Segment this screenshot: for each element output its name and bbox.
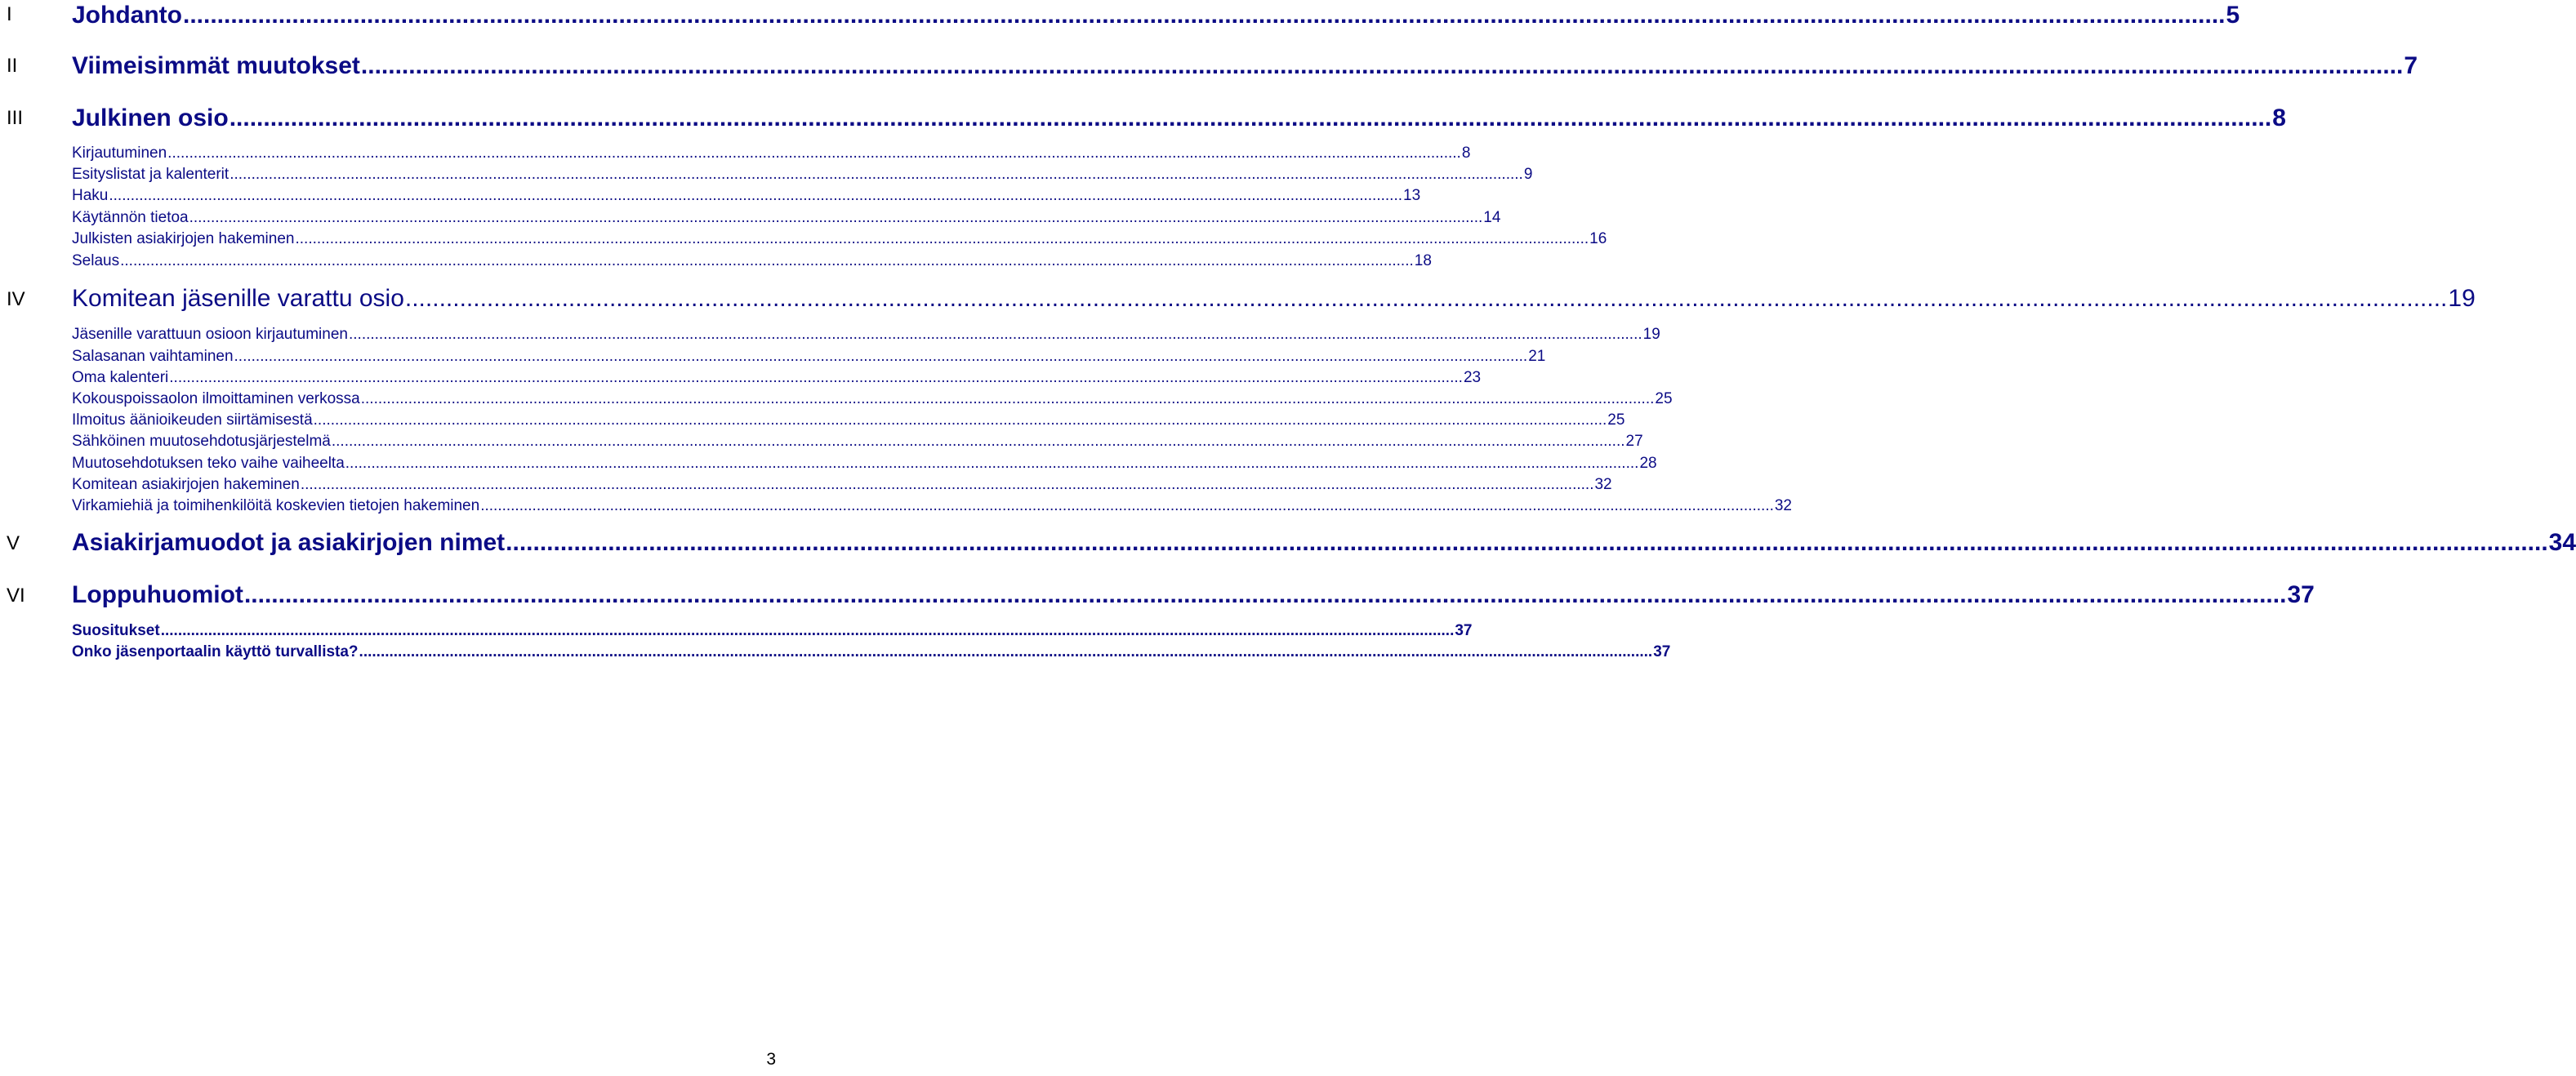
toc-subentry-page: 23 bbox=[1463, 369, 1482, 386]
toc-dot-leader: ............................................................................................................................................................................................................................................................................................................ bbox=[167, 145, 1461, 162]
toc-subentry-page: 37 bbox=[1455, 622, 1473, 639]
toc-dot-leader: ............................................................................................................................................................................................................................................................................................................ bbox=[331, 433, 1625, 450]
toc-entry-asiakirjamuodot[interactable] bbox=[72, 529, 2576, 557]
toc-dot-leader: ............................................................................................................................................................................................................................................................................................................ bbox=[160, 622, 1455, 639]
toc-dot-leader: ............................................................................................................................................................................................................................................................................................................ bbox=[109, 187, 1403, 204]
toc-subentry-esityslistat[interactable] bbox=[72, 166, 1533, 184]
toc-subentry-title: Haku bbox=[72, 187, 109, 204]
toc-section-number: VI bbox=[7, 585, 25, 607]
toc-subentry-kirjautuminen[interactable] bbox=[72, 145, 1471, 162]
toc-dot-leader: ............................................................................................................................................................................................................................................................................................................ bbox=[295, 230, 1589, 247]
toc-subentry-page: 25 bbox=[1607, 411, 1625, 429]
toc-dot-leader: ............................................................................................................................................................................................................................................................................................................ bbox=[360, 390, 1655, 407]
toc-dot-leader: ............................................................................................................................................................................................................................................................................................................ bbox=[243, 581, 2287, 608]
toc-subentry-page: 28 bbox=[1639, 455, 1657, 472]
toc-subentry-page: 32 bbox=[1774, 497, 1792, 514]
toc-subentry-aanioikeus[interactable] bbox=[72, 411, 1625, 429]
toc-subentry-title: Julkisten asiakirjojen hakeminen bbox=[72, 230, 295, 247]
toc-dot-leader: ............................................................................................................................................................................................................................................................................................................ bbox=[169, 369, 1463, 386]
toc-subentry-title: Oma kalenteri bbox=[72, 369, 169, 386]
toc-subentry-page: 27 bbox=[1625, 433, 1643, 450]
toc-subentry-haku[interactable] bbox=[72, 187, 1421, 205]
toc-entry-title: Viimeisimmät muutokset bbox=[72, 52, 360, 79]
toc-entry-loppuhuomiot[interactable] bbox=[72, 581, 2315, 609]
toc-subentry-kokouspoissaolo[interactable] bbox=[72, 390, 1673, 408]
toc-dot-leader: ............................................................................................................................................................................................................................................................................................................ bbox=[404, 285, 2448, 312]
toc-entry-title: Julkinen osio bbox=[72, 104, 229, 131]
toc-subentry-title: Muutosehdotuksen teko vaihe vaiheelta bbox=[72, 455, 345, 472]
toc-subentry-title: Ilmoitus äänioikeuden siirtämisestä bbox=[72, 411, 313, 429]
toc-section-number: III bbox=[7, 107, 24, 129]
toc-subentry-page: 9 bbox=[1523, 166, 1533, 183]
toc-subentry-page: 8 bbox=[1461, 145, 1471, 162]
toc-entry-title: Johdanto bbox=[72, 2, 182, 29]
toc-subentry-title: Suositukset bbox=[72, 622, 160, 639]
toc-dot-leader: ............................................................................................................................................................................................................................................................................................................ bbox=[480, 497, 1774, 514]
toc-subentry-page: 14 bbox=[1483, 209, 1501, 226]
toc-dot-leader: ............................................................................................................................................................................................................................................................................................................ bbox=[183, 2, 2226, 29]
toc-subentry-title: Selaus bbox=[72, 252, 120, 269]
toc-subentry-title: Esityslistat ja kalenterit bbox=[72, 166, 230, 183]
toc-subentry-title: Onko jäsenportaalin käyttö turvallista? bbox=[72, 643, 359, 660]
toc-entry-page: 37 bbox=[2287, 581, 2315, 608]
toc-section-number: II bbox=[7, 55, 18, 77]
toc-subentry-jasenille-kirjautuminen[interactable] bbox=[72, 326, 1660, 344]
toc-dot-leader: ............................................................................................................................................................................................................................................................................................................ bbox=[234, 348, 1528, 365]
toc-entry-page: 7 bbox=[2404, 52, 2418, 79]
toc-subentry-virkamiehia[interactable] bbox=[72, 497, 1792, 515]
toc-subentry-page: 25 bbox=[1655, 390, 1673, 407]
toc-subentry-page: 16 bbox=[1589, 230, 1607, 247]
toc-dot-leader: ............................................................................................................................................................................................................................................................................................................ bbox=[229, 104, 2272, 131]
toc-subentry-muutosehdotuksen-teko[interactable] bbox=[72, 455, 1657, 473]
toc-subentry-title: Kokouspoissaolon ilmoittaminen verkossa bbox=[72, 390, 360, 407]
toc-dot-leader: ............................................................................................................................................................................................................................................................................................................ bbox=[506, 529, 2548, 556]
toc-subentry-suositukset[interactable] bbox=[72, 622, 1473, 640]
toc-subentry-page: 18 bbox=[1414, 252, 1432, 269]
toc-dot-leader: ............................................................................................................................................................................................................................................................................................................ bbox=[348, 326, 1642, 343]
toc-subentry-kaytannon-tietoa[interactable] bbox=[72, 209, 1501, 227]
toc-subentry-title: Virkamiehiä ja toimihenkilöitä koskevien tietojen hakeminen bbox=[72, 497, 480, 514]
toc-entry-johdanto[interactable] bbox=[72, 2, 2240, 29]
toc-entry-title: Asiakirjamuodot ja asiakirjojen nimet bbox=[72, 529, 506, 556]
toc-section-number: V bbox=[7, 532, 20, 554]
toc-entry-title: Komitean jäsenille varattu osio bbox=[72, 285, 404, 312]
toc-subentry-title: Sähköinen muutosehdotusjärjestelmä bbox=[72, 433, 331, 450]
toc-subentry-title: Komitean asiakirjojen hakeminen bbox=[72, 476, 300, 493]
toc-dot-leader: ............................................................................................................................................................................................................................................................................................................ bbox=[230, 166, 1523, 183]
toc-subentry-salasanan-vaihtaminen[interactable] bbox=[72, 348, 1546, 366]
toc-subentry-komitean-asiakirjat[interactable] bbox=[72, 476, 1612, 494]
toc-subentry-julkisten-asiakirjojen[interactable] bbox=[72, 230, 1607, 248]
toc-entry-page: 8 bbox=[2272, 104, 2286, 131]
toc-subentry-muutosehdotusjarjestelma[interactable] bbox=[72, 433, 1643, 451]
toc-subentry-title: Kirjautuminen bbox=[72, 145, 167, 162]
toc-section-number: IV bbox=[7, 288, 25, 310]
toc-entry-viimeisimmat-muutokset[interactable] bbox=[72, 52, 2418, 80]
toc-subentry-page: 19 bbox=[1642, 326, 1660, 343]
toc-dot-leader: ............................................................................................................................................................................................................................................................................................................ bbox=[360, 52, 2404, 79]
toc-subentry-selaus[interactable] bbox=[72, 252, 1432, 270]
toc-entry-page: 34 bbox=[2548, 529, 2576, 556]
toc-subentry-turvallisuus[interactable] bbox=[72, 643, 1671, 661]
toc-entry-page: 5 bbox=[2226, 2, 2240, 29]
page-number: 3 bbox=[766, 1050, 776, 1069]
toc-entry-page: 19 bbox=[2448, 285, 2476, 312]
toc-section-number: I bbox=[7, 3, 12, 25]
toc-entry-komitean-jasenille[interactable] bbox=[72, 285, 2476, 313]
toc-dot-leader: ............................................................................................................................................................................................................................................................................................................ bbox=[313, 411, 1607, 429]
toc-subentry-oma-kalenteri[interactable] bbox=[72, 369, 1482, 387]
toc-subentry-page: 37 bbox=[1653, 643, 1671, 660]
toc-dot-leader: ............................................................................................................................................................................................................................................................................................................ bbox=[300, 476, 1594, 493]
toc-subentry-page: 13 bbox=[1403, 187, 1421, 204]
toc-subentry-title: Käytännön tietoa bbox=[72, 209, 189, 226]
toc-entry-julkinen-osio[interactable] bbox=[72, 104, 2286, 132]
toc-dot-leader: ............................................................................................................................................................................................................................................................................................................ bbox=[359, 643, 1653, 660]
toc-dot-leader: ............................................................................................................................................................................................................................................................................................................ bbox=[189, 209, 1483, 226]
toc-subentry-page: 21 bbox=[1528, 348, 1546, 365]
toc-entry-title: Loppuhuomiot bbox=[72, 581, 243, 608]
toc-subentry-title: Salasanan vaihtaminen bbox=[72, 348, 234, 365]
toc-subentry-page: 32 bbox=[1594, 476, 1612, 493]
toc-subentry-title: Jäsenille varattuun osioon kirjautuminen bbox=[72, 326, 348, 343]
toc-dot-leader: ............................................................................................................................................................................................................................................................................................................ bbox=[345, 455, 1639, 472]
toc-dot-leader: ............................................................................................................................................................................................................................................................................................................ bbox=[120, 252, 1414, 269]
